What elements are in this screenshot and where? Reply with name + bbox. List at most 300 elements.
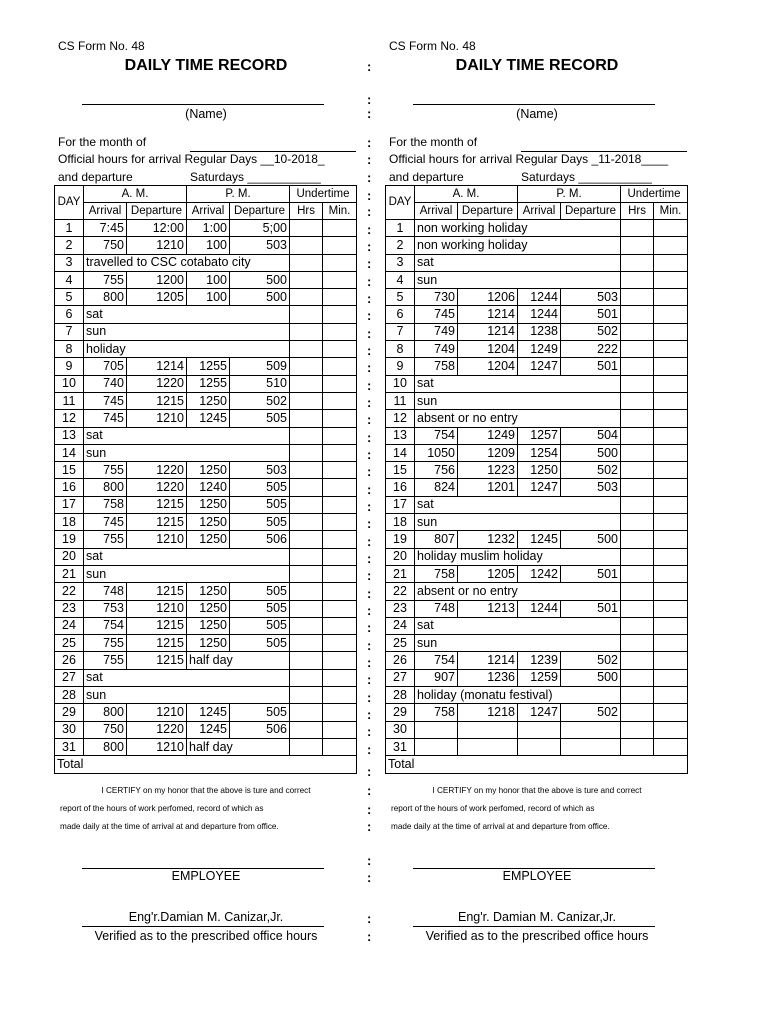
pm-arrival-header: Arrival xyxy=(187,203,230,220)
undertime-hrs-cell xyxy=(290,496,323,513)
separator-colon: : xyxy=(367,742,372,757)
day-cell: 24 xyxy=(386,617,415,634)
undertime-hrs-cell xyxy=(290,617,323,634)
day-cell: 2 xyxy=(386,237,415,254)
day-cell: 26 xyxy=(55,652,84,669)
table-row xyxy=(55,392,357,409)
undertime-min-cell xyxy=(323,271,357,288)
day-cell: 7 xyxy=(386,323,415,340)
separator-colon: : xyxy=(367,170,372,185)
am-departure-cell: 1210 xyxy=(127,738,187,755)
undertime-min-cell xyxy=(323,479,357,496)
undertime-hrs-cell xyxy=(290,531,323,548)
remarks-cell: travelled to CSC cotabato city xyxy=(84,254,290,271)
undertime-min-cell xyxy=(323,721,357,738)
separator-colon: : xyxy=(367,603,372,618)
undertime-min-cell xyxy=(323,323,357,340)
table-row xyxy=(386,375,688,392)
month-label: For the month of xyxy=(389,135,478,149)
departure-label: and departure xyxy=(58,170,133,184)
day-cell: 1 xyxy=(386,220,415,237)
am-arrival-cell: 745 xyxy=(84,514,127,531)
undertime-hrs-cell xyxy=(621,635,654,652)
day-cell: 16 xyxy=(55,479,84,496)
table-row xyxy=(55,237,357,254)
table-row xyxy=(55,652,357,669)
am-arrival-cell: 755 xyxy=(84,652,127,669)
name-line xyxy=(413,104,655,105)
am-arrival-cell: 907 xyxy=(415,669,458,686)
undertime-hrs-cell xyxy=(621,220,654,237)
am-arrival-cell: 800 xyxy=(84,479,127,496)
am-arrival-cell: 705 xyxy=(84,358,127,375)
am-arrival-cell: 754 xyxy=(415,652,458,669)
day-cell: 15 xyxy=(55,462,84,479)
remarks-cell: sat xyxy=(84,548,290,565)
pm-arrival-header: Arrival xyxy=(518,203,561,220)
table-row xyxy=(386,254,688,271)
am-arrival-header: Arrival xyxy=(415,203,458,220)
table-row xyxy=(55,721,357,738)
day-cell: 22 xyxy=(55,583,84,600)
am-arrival-cell: 730 xyxy=(415,289,458,306)
day-cell: 26 xyxy=(386,652,415,669)
undertime-hrs-cell xyxy=(621,358,654,375)
undertime-min-cell xyxy=(323,410,357,427)
undertime-hrs-cell xyxy=(621,669,654,686)
am-departure-cell: 1205 xyxy=(127,289,187,306)
undertime-min-cell xyxy=(654,410,688,427)
day-cell: 8 xyxy=(55,341,84,358)
am-departure-cell: 1236 xyxy=(458,669,518,686)
pm-departure-cell: 501 xyxy=(561,600,621,617)
undertime-min-cell xyxy=(654,358,688,375)
am-departure-cell: 1218 xyxy=(458,704,518,721)
undertime-hrs-cell xyxy=(290,220,323,237)
table-row xyxy=(386,271,688,288)
separator-colon: : xyxy=(367,274,372,289)
table-row xyxy=(55,531,357,548)
am-arrival-cell: 800 xyxy=(84,738,127,755)
day-header: DAY xyxy=(386,186,415,220)
separator-colon: : xyxy=(367,412,372,427)
separator-colon: : xyxy=(367,534,372,549)
day-cell: 25 xyxy=(386,635,415,652)
remarks-cell: sat xyxy=(84,306,290,323)
pm-departure-cell: 502 xyxy=(561,652,621,669)
time-record-table xyxy=(54,185,357,774)
separator-colon: : xyxy=(367,92,372,107)
pm-arrival-cell: 1244 xyxy=(518,600,561,617)
certify-line-3: made daily at the time of arrival at and departure from office. xyxy=(60,822,279,831)
am-arrival-cell: 755 xyxy=(84,462,127,479)
day-cell: 22 xyxy=(386,583,415,600)
day-cell: 12 xyxy=(55,410,84,427)
undertime-min-cell xyxy=(323,687,357,704)
separator-colon: : xyxy=(367,568,372,583)
am-header: A. M. xyxy=(415,186,518,203)
day-cell: 4 xyxy=(55,271,84,288)
am-departure-cell xyxy=(458,721,518,738)
day-cell: 19 xyxy=(55,531,84,548)
separator-colon: : xyxy=(367,929,372,944)
am-departure-cell: 1215 xyxy=(127,617,187,634)
table-row xyxy=(386,704,688,721)
am-arrival-cell: 755 xyxy=(84,271,127,288)
undertime-hrs-cell xyxy=(621,617,654,634)
pm-arrival-cell: 1250 xyxy=(187,583,230,600)
separator-colon: : xyxy=(367,499,372,514)
undertime-hrs-cell xyxy=(290,704,323,721)
separator-colon: : xyxy=(367,724,372,739)
pm-arrival-cell: 1250 xyxy=(187,514,230,531)
form-title: DAILY TIME RECORD xyxy=(455,57,619,74)
undertime-min-cell xyxy=(654,220,688,237)
undertime-min-cell xyxy=(654,289,688,306)
am-arrival-cell: 756 xyxy=(415,462,458,479)
undertime-hrs-cell xyxy=(290,237,323,254)
undertime-min-cell xyxy=(323,341,357,358)
day-cell: 8 xyxy=(386,341,415,358)
pm-departure-cell: 505 xyxy=(230,635,290,652)
undertime-min-cell xyxy=(323,220,357,237)
day-cell: 16 xyxy=(386,479,415,496)
undertime-hrs-cell xyxy=(290,444,323,461)
day-cell: 17 xyxy=(55,496,84,513)
separator-colon: : xyxy=(367,638,372,653)
day-cell: 28 xyxy=(55,687,84,704)
undertime-min-cell xyxy=(323,600,357,617)
undertime-hrs-cell xyxy=(621,531,654,548)
undertime-hrs-cell xyxy=(290,323,323,340)
separator-colon: : xyxy=(367,586,372,601)
pm-header: P. M. xyxy=(187,186,290,203)
am-arrival-cell: 750 xyxy=(84,721,127,738)
undertime-min-cell xyxy=(654,565,688,582)
day-cell: 2 xyxy=(55,237,84,254)
table-row xyxy=(386,358,688,375)
pm-departure-cell: 500 xyxy=(561,531,621,548)
undertime-hrs-cell xyxy=(290,462,323,479)
table-row xyxy=(386,323,688,340)
undertime-hrs-cell xyxy=(290,635,323,652)
table-row xyxy=(386,462,688,479)
separator-colon: : xyxy=(367,326,372,341)
pm-arrival-cell: 1259 xyxy=(518,669,561,686)
am-departure-cell: 1220 xyxy=(127,479,187,496)
certify-line-2: report of the hours of work perfomed, record of which as xyxy=(391,804,595,813)
pm-departure-cell: 501 xyxy=(561,358,621,375)
separator-colon: : xyxy=(367,204,372,219)
am-arrival-cell: 748 xyxy=(84,583,127,600)
day-cell: 20 xyxy=(55,548,84,565)
pm-departure-cell: 509 xyxy=(230,358,290,375)
pm-departure-cell: 505 xyxy=(230,583,290,600)
day-cell: 5 xyxy=(55,289,84,306)
certify-line-1: I CERTIFY on my honor that the above is ture and correct xyxy=(101,786,311,795)
undertime-hrs-cell xyxy=(621,514,654,531)
pm-arrival-cell: 1:00 xyxy=(187,220,230,237)
am-departure-cell: 1210 xyxy=(127,600,187,617)
day-cell: 29 xyxy=(55,704,84,721)
undertime-min-cell xyxy=(323,583,357,600)
undertime-min-cell xyxy=(654,652,688,669)
day-cell: 31 xyxy=(386,738,415,755)
pm-arrival-cell: 1245 xyxy=(187,721,230,738)
table-row xyxy=(55,617,357,634)
pm-header: P. M. xyxy=(518,186,621,203)
am-arrival-cell xyxy=(415,738,458,755)
undertime-min-cell xyxy=(654,237,688,254)
undertime-hrs-cell xyxy=(621,479,654,496)
remarks-cell: sun xyxy=(84,444,290,461)
undertime-min-cell xyxy=(654,583,688,600)
pm-arrival-cell: 1242 xyxy=(518,565,561,582)
undertime-min-cell xyxy=(654,514,688,531)
day-cell: 9 xyxy=(386,358,415,375)
pm-departure-cell: 502 xyxy=(561,323,621,340)
pm-departure-cell: 505 xyxy=(230,514,290,531)
am-departure-cell: 1220 xyxy=(127,462,187,479)
remarks-cell: sat xyxy=(415,375,621,392)
saturdays-label: Saturdays ___________ xyxy=(190,170,321,184)
undertime-hrs-cell xyxy=(621,410,654,427)
separator-colon: : xyxy=(367,135,372,150)
undertime-hrs-cell xyxy=(290,565,323,582)
undertime-hrs-cell xyxy=(290,289,323,306)
table-row xyxy=(55,669,357,686)
pm-arrival-cell: 1250 xyxy=(187,496,230,513)
undertime-hrs-cell xyxy=(290,392,323,409)
undertime-min-cell xyxy=(323,635,357,652)
day-header: DAY xyxy=(55,186,84,220)
verified-label: Verified as to the prescribed office hours xyxy=(94,929,318,943)
undertime-min-cell xyxy=(323,652,357,669)
remarks-cell: sat xyxy=(415,617,621,634)
undertime-min-cell xyxy=(323,514,357,531)
remarks-cell: non working holiday xyxy=(415,237,621,254)
undertime-hrs-cell xyxy=(290,254,323,271)
pm-arrival-cell: 1244 xyxy=(518,306,561,323)
pm-departure-header: Departure xyxy=(230,203,290,220)
day-cell: 3 xyxy=(55,254,84,271)
day-cell: 15 xyxy=(386,462,415,479)
verifier-line xyxy=(413,926,655,927)
am-arrival-cell: 1050 xyxy=(415,444,458,461)
saturdays-label: Saturdays ___________ xyxy=(521,170,652,184)
am-departure-cell: 1249 xyxy=(458,427,518,444)
am-departure-cell: 1215 xyxy=(127,583,187,600)
pm-departure-cell: 500 xyxy=(561,669,621,686)
table-row xyxy=(55,444,357,461)
undertime-hrs-cell xyxy=(290,427,323,444)
table-row xyxy=(55,565,357,582)
day-cell: 29 xyxy=(386,704,415,721)
pm-departure-cell: 505 xyxy=(230,600,290,617)
am-departure-cell: 1215 xyxy=(127,514,187,531)
form-number: CS Form No. 48 xyxy=(389,39,476,53)
table-row xyxy=(55,738,357,755)
name-label: (Name) xyxy=(516,107,558,121)
am-departure-cell: 1210 xyxy=(127,531,187,548)
undertime-min-cell xyxy=(323,548,357,565)
undertime-hrs-cell xyxy=(290,600,323,617)
pm-arrival-cell: 1250 xyxy=(187,635,230,652)
am-departure-header: Departure xyxy=(458,203,518,220)
pm-arrival-cell: 1250 xyxy=(187,617,230,634)
am-arrival-cell: 807 xyxy=(415,531,458,548)
pm-departure-cell: 506 xyxy=(230,721,290,738)
undertime-hrs-cell xyxy=(621,427,654,444)
undertime-hrs-cell xyxy=(290,271,323,288)
pm-arrival-cell: 1249 xyxy=(518,341,561,358)
undertime-min-cell xyxy=(654,635,688,652)
am-departure-cell: 1210 xyxy=(127,410,187,427)
pm-arrival-cell: 1238 xyxy=(518,323,561,340)
remarks-cell: absent or no entry xyxy=(415,583,621,600)
separator-colon: : xyxy=(367,464,372,479)
undertime-header: Undertime xyxy=(621,186,688,203)
undertime-min-cell xyxy=(654,496,688,513)
am-departure-cell: 1213 xyxy=(458,600,518,617)
pm-departure-cell: 222 xyxy=(561,341,621,358)
certify-line-1: I CERTIFY on my honor that the above is ture and correct xyxy=(432,786,642,795)
pm-departure-cell: 5;00 xyxy=(230,220,290,237)
undertime-min-cell xyxy=(654,531,688,548)
am-departure-cell: 1210 xyxy=(127,704,187,721)
table-row xyxy=(55,600,357,617)
dtr-form-october xyxy=(54,0,358,1024)
undertime-min-cell xyxy=(654,392,688,409)
table-row xyxy=(386,514,688,531)
undertime-min-cell xyxy=(654,479,688,496)
pm-departure-cell: 503 xyxy=(230,237,290,254)
total-row: Total xyxy=(55,756,357,773)
remarks-cell: sun xyxy=(84,565,290,582)
day-cell: 6 xyxy=(386,306,415,323)
am-arrival-cell: 755 xyxy=(84,531,127,548)
pm-arrival-cell: 1244 xyxy=(518,289,561,306)
remarks-cell: sat xyxy=(84,669,290,686)
pm-arrival-cell: 1247 xyxy=(518,358,561,375)
pm-departure-cell: 500 xyxy=(561,444,621,461)
undertime-min-cell xyxy=(654,462,688,479)
am-arrival-cell: 749 xyxy=(415,323,458,340)
am-arrival-cell: 800 xyxy=(84,289,127,306)
remarks-cell: sun xyxy=(84,323,290,340)
day-cell: 12 xyxy=(386,410,415,427)
pm-arrival-cell xyxy=(518,738,561,755)
am-arrival-cell: 745 xyxy=(84,392,127,409)
min-header: Min. xyxy=(323,203,357,220)
day-cell: 21 xyxy=(386,565,415,582)
pm-departure-cell: 503 xyxy=(230,462,290,479)
pm-arrival-cell: 1257 xyxy=(518,427,561,444)
undertime-hrs-cell xyxy=(621,652,654,669)
table-row xyxy=(55,704,357,721)
undertime-min-cell xyxy=(323,392,357,409)
pm-departure-cell: 510 xyxy=(230,375,290,392)
am-departure-header: Departure xyxy=(127,203,187,220)
day-cell: 18 xyxy=(55,514,84,531)
undertime-hrs-cell xyxy=(621,548,654,565)
undertime-hrs-cell xyxy=(290,548,323,565)
undertime-hrs-cell xyxy=(290,341,323,358)
name-label: (Name) xyxy=(185,107,227,121)
pm-departure-cell: 505 xyxy=(230,410,290,427)
pm-departure-cell: 505 xyxy=(230,479,290,496)
undertime-hrs-cell xyxy=(290,410,323,427)
undertime-min-cell xyxy=(323,738,357,755)
table-row xyxy=(386,687,688,704)
undertime-min-cell xyxy=(654,341,688,358)
am-arrival-cell: 740 xyxy=(84,375,127,392)
am-arrival-cell: 745 xyxy=(415,306,458,323)
pm-arrival-cell: 1250 xyxy=(518,462,561,479)
day-cell: 30 xyxy=(55,721,84,738)
table-row xyxy=(386,479,688,496)
undertime-min-cell xyxy=(654,427,688,444)
pm-arrival-cell xyxy=(518,721,561,738)
pm-arrival-cell: 1245 xyxy=(187,410,230,427)
undertime-hrs-cell xyxy=(621,341,654,358)
undertime-min-cell xyxy=(654,704,688,721)
separator-colon: : xyxy=(367,256,372,271)
table-row xyxy=(55,462,357,479)
separator-colon: : xyxy=(367,707,372,722)
day-cell: 10 xyxy=(386,375,415,392)
undertime-min-cell xyxy=(654,687,688,704)
separator-colon: : xyxy=(367,395,372,410)
day-cell: 7 xyxy=(55,323,84,340)
table-row xyxy=(386,496,688,513)
am-departure-cell: 1232 xyxy=(458,531,518,548)
separator-colon: : xyxy=(367,783,372,798)
undertime-hrs-cell xyxy=(621,738,654,755)
pm-departure-cell: 501 xyxy=(561,306,621,323)
dtr-form-november xyxy=(385,0,689,1024)
pm-arrival-cell: 1247 xyxy=(518,479,561,496)
pm-departure-cell xyxy=(561,721,621,738)
table-row xyxy=(55,583,357,600)
am-arrival-header: Arrival xyxy=(84,203,127,220)
certify-line-2: report of the hours of work perfomed, record of which as xyxy=(60,804,264,813)
time-record-table xyxy=(385,185,688,774)
undertime-min-cell xyxy=(654,738,688,755)
undertime-min-cell xyxy=(654,548,688,565)
undertime-hrs-cell xyxy=(621,721,654,738)
day-cell: 13 xyxy=(386,427,415,444)
undertime-hrs-cell xyxy=(621,704,654,721)
am-departure-cell: 1204 xyxy=(458,358,518,375)
table-row xyxy=(55,410,357,427)
pm-remarks-cell: half day xyxy=(187,652,290,669)
separator-colon: : xyxy=(367,291,372,306)
undertime-min-cell xyxy=(654,617,688,634)
employee-label: EMPLOYEE xyxy=(171,869,241,883)
table-row xyxy=(55,635,357,652)
undertime-hrs-cell xyxy=(621,600,654,617)
separator-colon: : xyxy=(367,59,372,74)
day-cell: 11 xyxy=(55,392,84,409)
pm-departure-cell xyxy=(561,738,621,755)
undertime-hrs-cell xyxy=(290,479,323,496)
pm-arrival-cell: 1239 xyxy=(518,652,561,669)
certify-line-3: made daily at the time of arrival at and departure from office. xyxy=(391,822,610,831)
separator-colon: : xyxy=(367,378,372,393)
hrs-header: Hrs xyxy=(290,203,323,220)
undertime-min-cell xyxy=(654,306,688,323)
